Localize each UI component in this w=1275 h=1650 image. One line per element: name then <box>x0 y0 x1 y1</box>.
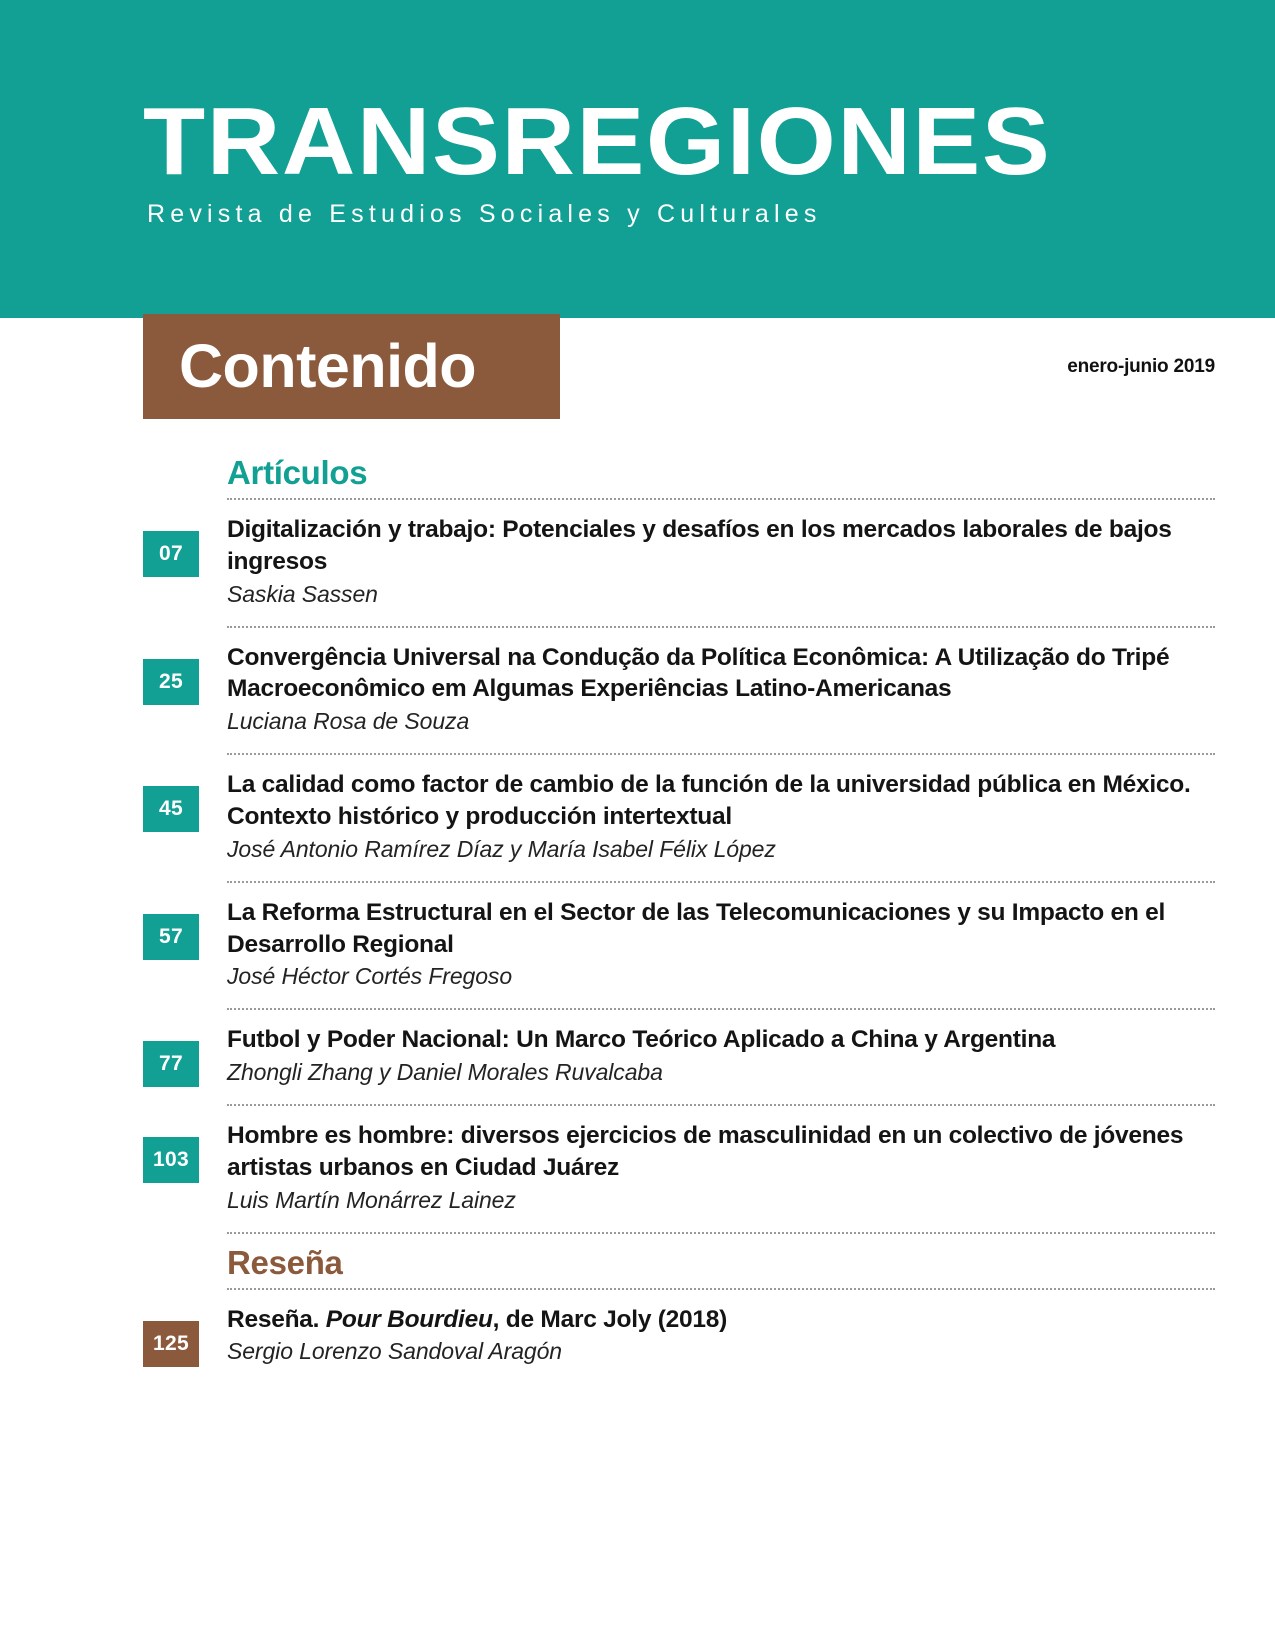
entry-title-prefix: Reseña. <box>227 1305 326 1333</box>
page-number-badge[interactable]: 125 <box>143 1321 199 1367</box>
page-number-badge[interactable]: 57 <box>143 914 199 960</box>
section-resena <box>143 1244 1215 1384</box>
entry-title[interactable]: Futbol y Poder Nacional: Un Marco Teórico Aplicado a China y Argentina <box>227 1026 1056 1054</box>
entry-body <box>227 897 1215 993</box>
entry-divider <box>227 1232 1215 1234</box>
entry-author: Sergio Lorenzo Sandoval Aragón <box>227 1338 562 1365</box>
entry-author: Luis Martín Monárrez Lainez <box>227 1186 516 1213</box>
entry-author: Luciana Rosa de Souza <box>227 708 470 735</box>
journal-subtitle: Revista de Estudios Sociales y Culturales <box>147 200 822 229</box>
entry-title[interactable]: La Reforma Estructural en el Sector de las Telecomunicaciones y su Impacto en el Desarrollo Regional <box>227 898 1166 958</box>
entry-title[interactable]: Hombre es hombre: diversos ejercicios de masculinidad en un colectivo de jóvenes artistas urbanos en Ciudad Juárez <box>227 1121 1184 1181</box>
entry-title[interactable]: La calidad como factor de cambio de la función de la universidad pública en México. Contexto histórico y producción intertextual <box>227 771 1191 830</box>
toc-entry[interactable] <box>143 1106 1215 1232</box>
issue-date: enero-junio 2019 <box>1067 356 1215 377</box>
section-heading-articulos: Artículos <box>227 454 368 491</box>
toc-entry[interactable] <box>143 755 1215 881</box>
toc-entry[interactable] <box>143 1290 1215 1384</box>
contenido-band <box>0 318 1275 440</box>
entry-body <box>227 1024 1215 1088</box>
entry-title-suffix: , de Marc Joly (2018) <box>492 1305 728 1333</box>
page-number-badge[interactable]: 77 <box>143 1041 199 1087</box>
contenido-box <box>143 314 560 419</box>
entry-body <box>227 1304 1215 1368</box>
entry-title-work: Pour Bourdieu <box>325 1305 493 1333</box>
masthead-inner <box>143 88 1215 229</box>
toc-entry[interactable] <box>143 628 1215 754</box>
entry-body <box>227 642 1215 738</box>
masthead-banner <box>0 0 1275 318</box>
toc-entry[interactable] <box>143 1010 1215 1104</box>
entry-title[interactable]: Convergência Universal na Condução da Política Econômica: A Utilização do Tripé Macroeconômico em Algumas Experiências Latino-Americanas <box>227 643 1170 703</box>
entry-author: Saskia Sassen <box>227 580 378 607</box>
entry-author: José Héctor Cortés Fregoso <box>227 963 513 990</box>
page-number-badge[interactable]: 45 <box>143 786 199 832</box>
toc-entry[interactable] <box>143 500 1215 626</box>
entry-body <box>227 769 1215 865</box>
section-articulos <box>143 454 1215 1234</box>
table-of-contents <box>143 452 1215 1383</box>
page-number-badge[interactable]: 25 <box>143 659 199 705</box>
entry-body <box>227 1120 1215 1216</box>
entry-author: Zhongli Zhang y Daniel Morales Ruvalcaba <box>227 1059 663 1086</box>
section-heading-resena: Reseña <box>227 1243 343 1281</box>
toc-entry[interactable] <box>143 883 1215 1009</box>
contenido-label: Contenido <box>179 332 477 400</box>
entry-body <box>227 514 1215 610</box>
journal-title: TRANSREGIONES <box>143 88 1052 195</box>
entry-author: José Antonio Ramírez Díaz y María Isabel Félix López <box>227 835 776 862</box>
page-number-badge[interactable]: 07 <box>143 531 199 577</box>
page-number-badge[interactable]: 103 <box>143 1137 199 1183</box>
entry-title[interactable]: Digitalización y trabajo: Potenciales y desafíos en los mercados laborales de bajos ingresos <box>227 515 1172 575</box>
entry-title[interactable] <box>227 1304 1215 1336</box>
